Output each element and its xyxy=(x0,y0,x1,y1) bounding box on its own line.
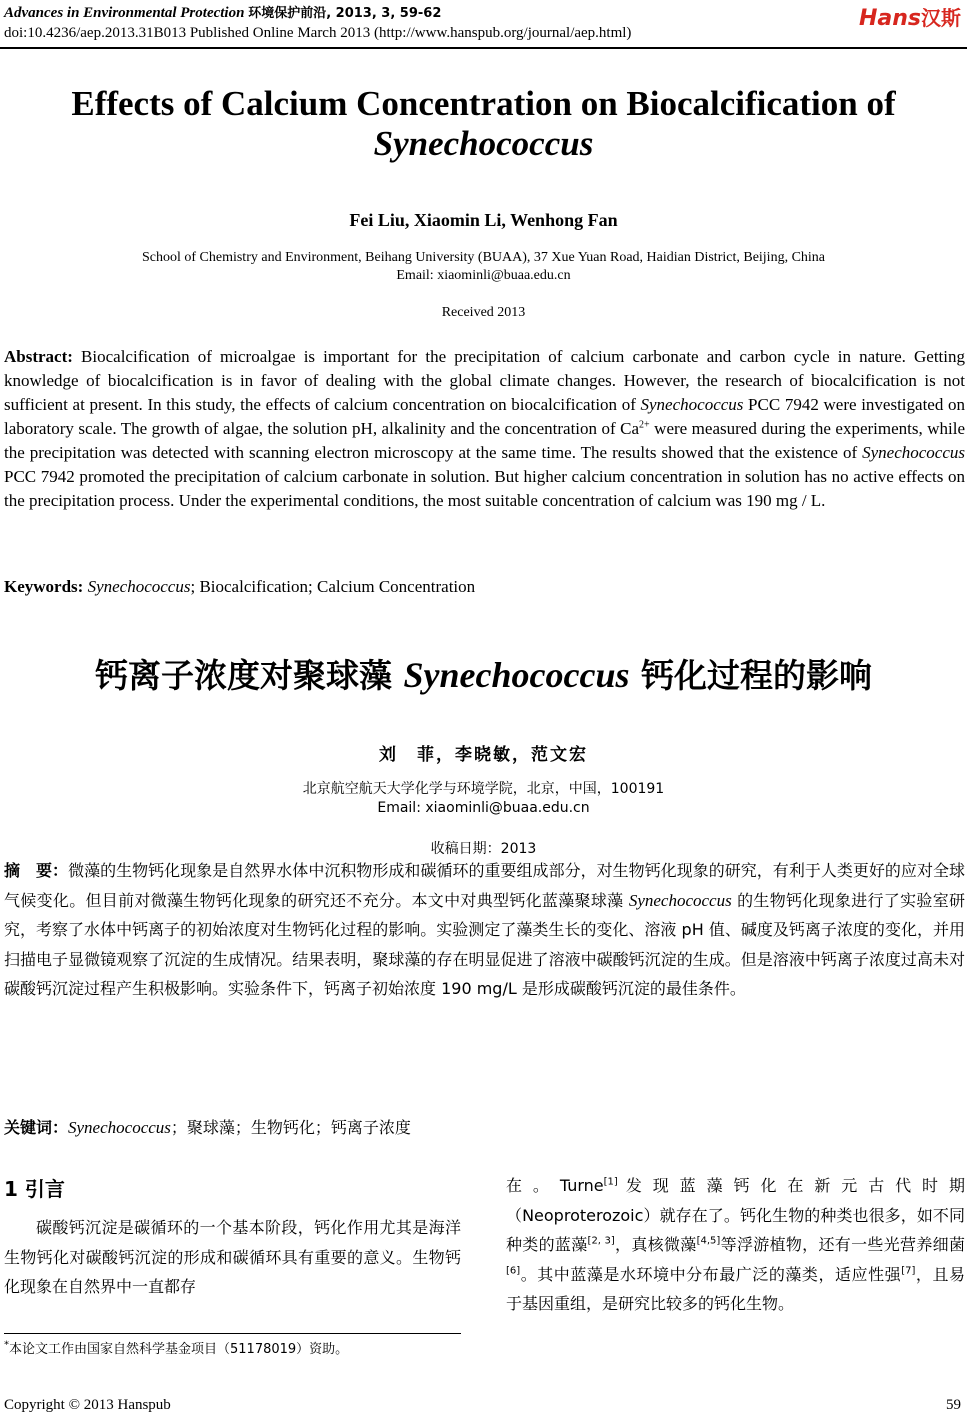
chinese-affiliation-text: 北京航空航天大学化学与环境学院，北京，中国，100191 xyxy=(302,781,665,797)
citation-4: [6] xyxy=(506,1265,521,1277)
english-affiliation xyxy=(0,249,967,285)
body-right-column xyxy=(506,1171,965,1319)
chinese-abstract-latin: Synechococcus xyxy=(628,890,732,910)
chinese-keywords xyxy=(4,1115,411,1138)
body-left-column: 碳酸钙沉淀是碳循环的一个基本阶段，钙化作用尤其是海洋生物钙化对碳酸钙沉淀的形成和碳循环具有重要的意义。生物钙化现象在自然界中一直都存 xyxy=(4,1218,461,1296)
english-authors: Fei Liu, Xiaomin Li, Wenhong Fan xyxy=(349,210,618,230)
right-text-c: ，真核微藻 xyxy=(614,1235,697,1254)
journal-cn-info: 环境保护前沿, 2013, 3, 59-62 xyxy=(248,6,442,21)
english-title-line2: Synechococcus xyxy=(373,124,594,163)
abstract-text-3: were measured during the experiments, while the precipitation was detected with scanning electron microscopy at the same time. The results showed that the existence of xyxy=(4,419,965,462)
footnote-divider xyxy=(4,1333,461,1334)
keywords-label: Keywords: xyxy=(4,577,84,596)
citation-2: [2, 3] xyxy=(587,1235,615,1247)
right-text-b: 发 现 蓝 藻 钙 化 在 新 元 古 代 时 期（Neoproterozoic）就存在了。钙化生物的种类也很多，如不同种类的蓝藻 xyxy=(506,1176,965,1254)
abstract-text-4: PCC 7942 promoted the precipitation of calcium carbonate in solution. But higher calcium concentration in solution has no active effects on the precipitation process. Under the experimental conditions, the most suitable concentration of calcium was 190 mg / L. xyxy=(4,467,965,510)
hans-logo xyxy=(859,2,961,31)
abstract-superscript: 2+ xyxy=(639,419,650,431)
chinese-abstract-text-1: 微藻的生物钙化现象是自然界水体中沉积物形成和碳循环的重要组成部分，对生物钙化现象的研究，有利于人类更好的应对全球气候变化。但目前对微藻生物钙化现象的研究还不充分。本文中对典型钙化蓝藻聚球藻 xyxy=(4,861,965,910)
section-heading-intro: 1 引言 xyxy=(4,1177,65,1201)
abstract-species-1: Synechococcus xyxy=(640,395,744,414)
chinese-abstract-label: 摘 要： xyxy=(4,861,69,880)
chinese-keywords-latin: Synechococcus xyxy=(68,1118,171,1137)
right-text-d: 等浮游植物，还有一些光营养细菌 xyxy=(720,1235,965,1254)
funding-footnote xyxy=(4,1338,348,1357)
chinese-keywords-rest: ；聚球藻；生物钙化；钙离子浓度 xyxy=(170,1118,411,1137)
header-divider xyxy=(0,47,967,49)
copyright: Copyright © 2013 Hanspub xyxy=(4,1397,171,1413)
abstract-text-1: Biocalcification of microalgae is important for the precipitation of calcium carbonate and carbon cycle in nature. Getting knowledge of biocalcification is in favor of dealing with the global climate changes. However, the research of biocalcification is not sufficient at present. In this study, the effects of calcium concentration on biocalcification of xyxy=(4,347,965,414)
english-title xyxy=(0,84,967,164)
chinese-title-pre: 钙离子浓度对聚球藻 xyxy=(95,656,404,695)
journal-name: Advances in Environmental Protection xyxy=(4,5,245,21)
citation-3: [4,5] xyxy=(696,1235,721,1247)
chinese-received: 收稿日期：2013 xyxy=(430,841,537,857)
chinese-title xyxy=(0,650,967,697)
chinese-abstract-text-2: 的生物钙化现象进行了实验室研究，考察了水体中钙离子的初始浓度对生物钙化过程的影响。实验测定了藻类生长的变化、溶液 pH 值、碱度及钙离子浓度的变化，并用扫描电子显微镜观察了沉淀的生成情况。结果表明，聚球藻的存在明显促进了溶液中碳酸钙沉淀的生成。但是溶液中钙离子浓度过高未对碳酸钙沉淀过程产生积极影响。实验条件下，钙离子初始浓度 190 mg/L 是形成碳酸钙沉淀的最佳条件。 xyxy=(4,890,965,998)
english-title-line1: Effects of Calcium Concentration on Biocalcification of xyxy=(71,84,896,123)
abstract-species-2: Synechococcus xyxy=(862,443,965,462)
doi-line: doi:10.4236/aep.2013.31B013 Published Online March 2013 (http://www.hanspub.org/journal/aep.html) xyxy=(4,25,632,41)
keywords-species: Synechococcus xyxy=(87,577,191,596)
footnote-text: 本论文工作由国家自然科学基金项目（51178019）资助。 xyxy=(9,1342,349,1357)
english-keywords xyxy=(4,577,475,597)
chinese-authors: 刘 菲，李晓敏，范文宏 xyxy=(379,745,588,765)
journal-header xyxy=(4,4,441,23)
abstract-label: Abstract: xyxy=(4,347,73,366)
chinese-keywords-label: 关键词： xyxy=(4,1118,69,1137)
english-abstract xyxy=(4,345,965,513)
page-number: 59 xyxy=(946,1397,961,1413)
chinese-title-post: 钙化过程的影响 xyxy=(629,656,872,695)
english-affiliation-text: School of Chemistry and Environment, Beihang University (BUAA), 37 Xue Yuan Road, Haidian District, Beijing, China xyxy=(141,250,826,265)
citation-5: [7] xyxy=(901,1265,916,1277)
logo-cn: 汉斯 xyxy=(921,6,961,30)
chinese-affiliation xyxy=(0,780,967,818)
right-text-f: ，且易于基因重组，是研究比较多的钙化生物。 xyxy=(506,1264,965,1313)
abstract-text-2: PCC 7942 were investigated on laboratory scale. The growth of algae, the solution pH, alkalinity and the concentration of Ca xyxy=(4,395,965,438)
chinese-title-latin: Synechococcus xyxy=(403,655,630,695)
english-received: Received 2013 xyxy=(441,305,526,320)
citation-1: [1] xyxy=(603,1176,618,1188)
right-text-e: 。其中蓝藻是水环境中分布最广泛的藻类，适应性强 xyxy=(520,1264,902,1284)
right-text-a: 在 。 Turne xyxy=(506,1176,604,1195)
footnote-mark: * xyxy=(4,1339,9,1351)
chinese-email: Email: xiaominli@buaa.edu.cn xyxy=(377,800,590,816)
chinese-abstract xyxy=(4,856,965,1004)
logo-latin: Hans xyxy=(858,6,921,31)
english-email: Email: xiaominli@buaa.edu.cn xyxy=(396,268,571,283)
keywords-rest: ; Biocalcification; Calcium Concentration xyxy=(190,577,476,596)
